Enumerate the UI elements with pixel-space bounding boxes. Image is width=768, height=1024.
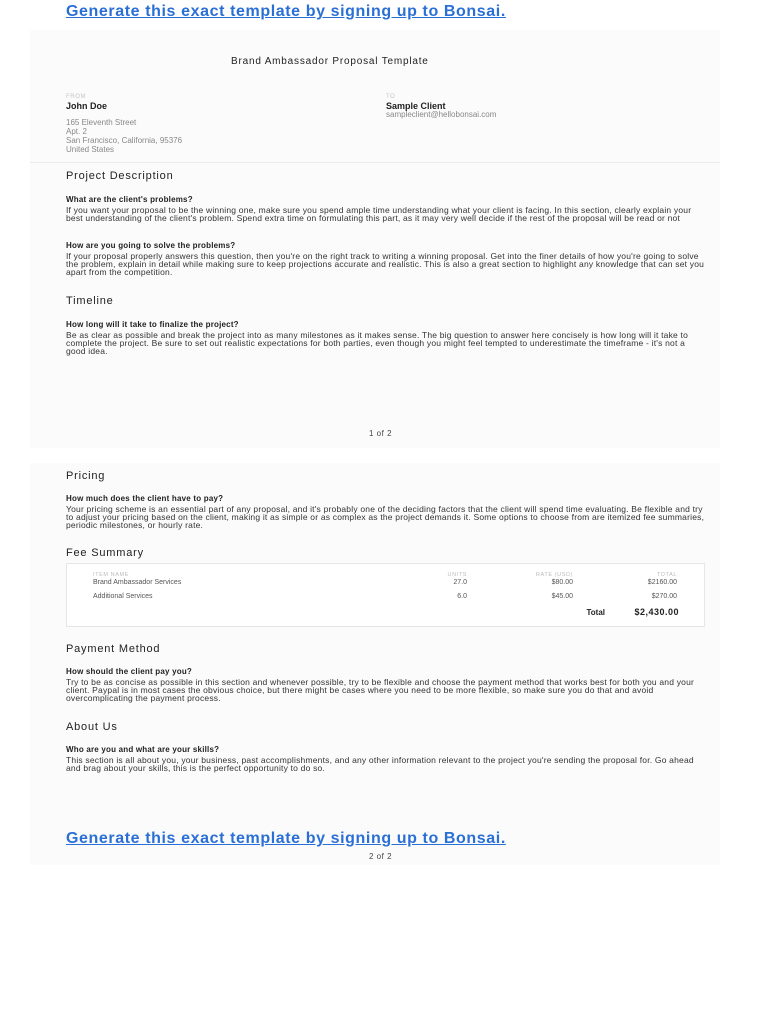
section-heading-payment-method: Payment Method	[66, 643, 161, 655]
client-email: sampleclient@hellobonsai.com	[386, 110, 497, 119]
total-label: Total	[586, 608, 605, 617]
table-row-total: $270.00	[651, 593, 677, 600]
question-payment: How should the client pay you?	[66, 667, 193, 676]
table-row-rate: $80.00	[551, 579, 573, 586]
section-heading-pricing: Pricing	[66, 470, 106, 482]
question-pricing: How much does the client have to pay?	[66, 494, 224, 503]
divider	[30, 162, 720, 163]
paragraph-client-problems: If you want your proposal to be the winning one, make sure you spend ample time understanding what your client is facing. In this section, clearly explain your best understanding of the client's problem. Spend extra time on formulating this part, as it may very well decide if the rest of the proposal will be read or not	[66, 205, 692, 223]
page-1	[30, 30, 720, 448]
signup-banner-link[interactable]: Generate this exact template by signing up to Bonsai.	[66, 3, 506, 20]
fee-summary-table	[66, 563, 705, 627]
paragraph-about: This section is all about you, your business, past accomplishments, and any other information relevant to the project you're sending the proposal for. Go ahead and brag about your skills, this is the perfect opportunity to do so.	[66, 755, 694, 773]
column-header-rate: RATE (USD)	[535, 572, 573, 578]
total-value: $2,430.00	[634, 607, 679, 617]
signup-banner-link-bottom[interactable]: Generate this exact template by signing up to Bonsai.	[66, 830, 506, 847]
table-row-rate: $45.00	[551, 593, 573, 600]
column-header-units: UNITS	[447, 572, 467, 578]
paragraph-solve-problems: If your proposal properly answers this question, then you're on the right track to writing a winning proposal. Get into the finer details of how you're going to solve the problem, explain in detail while making sure to keep projections accurate and realistic. This is also a great section to highlight any knowledge that can set you apart from the competition.	[66, 251, 705, 277]
table-row-item: Brand Ambassador Services	[93, 579, 182, 586]
sender-name: John Doe	[66, 101, 108, 111]
page-number: 2 of 2	[369, 852, 393, 861]
to-label: TO	[386, 94, 396, 100]
column-header-total: TOTAL	[656, 572, 677, 578]
table-row-item: Additional Services	[93, 593, 153, 600]
column-header-item: ITEM NAME	[93, 572, 129, 578]
section-heading-about-us: About Us	[66, 721, 118, 733]
question-about: Who are you and what are your skills?	[66, 745, 220, 754]
address-line: Apt. 2	[66, 127, 87, 136]
address-line: San Francisco, California, 95376	[66, 136, 183, 145]
paragraph-pricing: Your pricing scheme is an essential part of any proposal, and it's probably one of the deciding factors that the client will spend time evaluating. Be flexible and try to adjust your pricing based on the client, making it as simple or as complex as the project demands it. Some options to choose from are itemized fee summaries, periodic milestones, or hourly rate.	[66, 504, 705, 530]
document-title: Brand Ambassador Proposal Template	[231, 56, 429, 67]
client-name: Sample Client	[386, 101, 446, 111]
table-row-units: 27.0	[453, 579, 467, 586]
question-solve-problems: How are you going to solve the problems?	[66, 241, 236, 250]
section-heading-fee-summary: Fee Summary	[66, 547, 144, 559]
address-line: United States	[66, 145, 115, 154]
question-client-problems: What are the client's problems?	[66, 195, 193, 204]
section-heading-timeline: Timeline	[66, 295, 114, 307]
table-row-units: 6.0	[457, 593, 467, 600]
table-row-total: $2160.00	[647, 579, 677, 586]
sender-address	[66, 118, 182, 154]
paragraph-timeline: Be as clear as possible and break the project into as many milestones as it makes sense. The big question to answer here concisely is how long will it take to complete the project. Be sure to set out realistic expectations for both parties, even though you might feel tempted to underestimate the timeframe - it's not a good idea.	[66, 330, 689, 356]
section-heading-project-description: Project Description	[66, 170, 174, 182]
paragraph-payment: Try to be as concise as possible in this section and whenever possible, try to be flexible and choose the payment method that works best for both you and your client. Paypal is in most cases the obvious choice, but there might be cases where you need to be more flexible, so make sure you do that and avoid overcomplicating the payment process.	[66, 677, 695, 703]
address-line: 165 Eleventh Street	[66, 118, 137, 127]
page-number: 1 of 2	[369, 429, 393, 438]
question-timeline: How long will it take to finalize the project?	[66, 320, 239, 329]
from-label: FROM	[66, 94, 87, 100]
